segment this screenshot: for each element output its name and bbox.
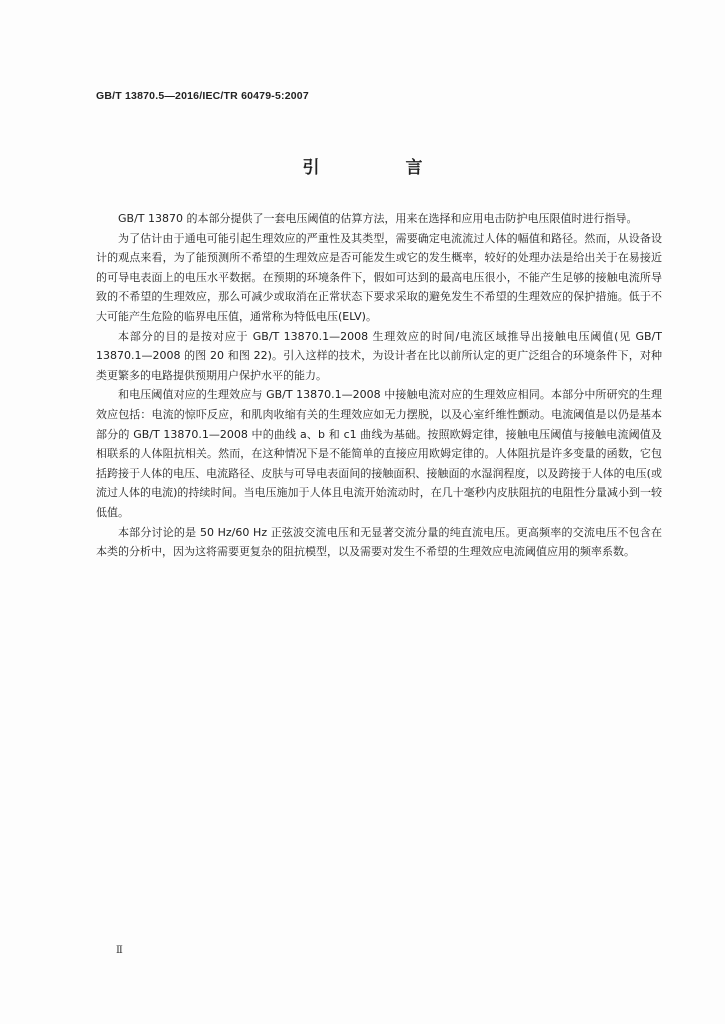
paragraph-physiological-effects: 和电压阈值对应的生理效应与 GB/T 13870.1—2008 中接触电流对应的生理效应相同。本部分中所研究的生理效应包括：电流的惊吓反应，和肌肉收缩有关的生理效应如无力摆脱，以及心室纤维性颤动。电流阈值是以仍是基本部分的 GB/T 13870.1—2008 中的曲线 a、b 和 c1 曲线为基础。按照欧姆定律，接触电压阈值与接触电流阈值及相联系的人体阻抗相关。然而，在这种情况下是不能简单的直接应用欧姆定律的。人体阻抗是许多变量的函数，它包括跨接于人体的电压、电流路径、皮肤与可导电表面间的接触面积、接触面的水湿润程度，以及跨接于人体的电压(或流过人体的电流)的持续时间。当电压施加于人体且电流开始流动时，在几十毫秒内皮肤阻抗的电阻性分量减小到一较低值。 [96,388,662,519]
section-title-text: 引 言 [302,158,463,178]
paragraph-purpose: 本部分的目的是按对应于 GB/T 13870.1—2008 生理效应的时间/电流区域推导出接触电压阈值(见 GB/T 13870.1—2008 的图 20 和图 22)。引入这样的技术，为设计者在比以前所认定的更广泛组合的环境条件下，对种类更繁多的电路提供预期用户保护水平的能力。 [96,329,662,382]
paragraph-background: 为了估计由于通电可能引起生理效应的严重性及其类型，需要确定电流流过人体的幅值和路径。然而，从设备设计的观点来看，为了能预测所不希望的生理效应是否可能发生或它的发生概率，较好的处理办法是给出关于在易接近的可导电表面上的电压水平数据。在预期的环境条件下，假如可达到的最高电压很小，不能产生足够的接触电流所导致的不希望的生理效应，那么可减少或取消在正常状态下要求采取的避免发生不希望的生理效应的保护措施。低于不大可能产生危险的临界电压值，通常称为特低电压(ELV)。 [96,231,662,323]
section-title [0,153,725,178]
paragraph-scope: GB/T 13870 的本部分提供了一套电压阈值的估算方法，用来在选择和应用电击防护电压限值时进行指导。 [118,212,638,225]
paragraph-frequency-scope: 本部分讨论的是 50 Hz/60 Hz 正弦波交流电压和无显著交流分量的纯直流电压。更高频率的交流电压不包含在本类的分析中，因为这将需要更复杂的阻抗模型，以及需要对发生不希望的生理效应电流阈值应用的频率系数。 [96,525,662,559]
page-number: Ⅱ [116,945,123,956]
body-text [96,209,662,562]
standard-number-header: GB/T 13870.5—2016/IEC/TR 60479-5:2007 [96,90,309,102]
